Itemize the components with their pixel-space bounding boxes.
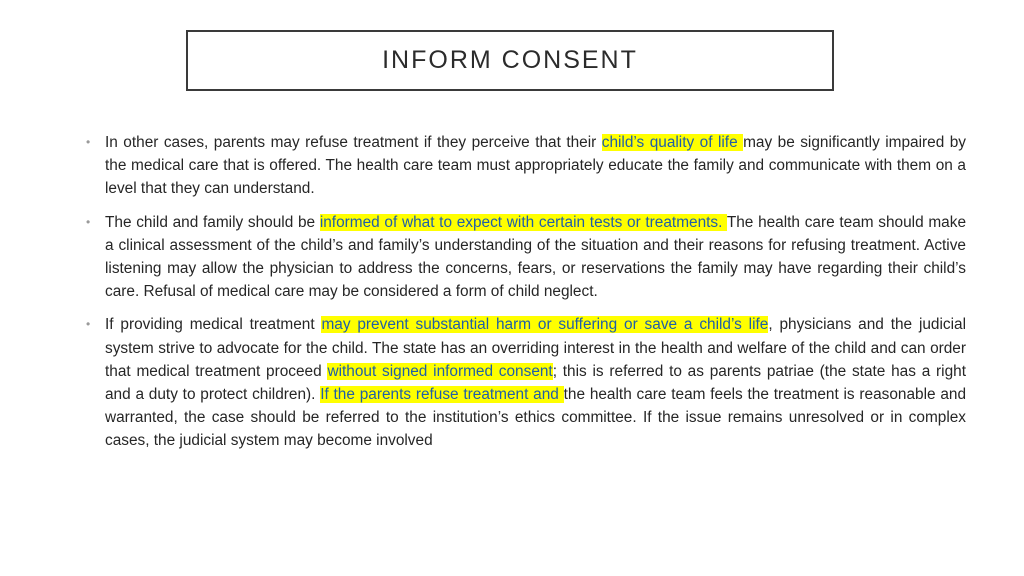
bullet-1-highlight-1: child’s quality of life [601, 134, 744, 151]
bullet-3-highlight-2: without signed informed consent [327, 362, 553, 380]
bullet-item-2 [86, 211, 966, 304]
bullet-1-text-1: In other cases, parents may refuse treatment if they perceive that their [105, 134, 602, 151]
bullet-marker-icon: • [86, 317, 91, 332]
bullet-3-text-3: ; this is referred to as parents patriae (the state has a right and a duty to protect children). [105, 362, 966, 404]
bullet-3-highlight-3: If the parents refuse treatment and [320, 386, 564, 404]
bullet-item-1 [86, 131, 966, 201]
bullet-2-text-1: The child and family should be [105, 213, 320, 231]
bullet-3-text-2: , physicians and the judicial system strive to advocate for the child. The state has an overriding interest in the health and welfare of the child and can order that medical treatment proceed [105, 316, 966, 380]
bullet-item-3 [86, 313, 966, 452]
bullet-1-text-2: may be significantly impaired by the medical care that is offered. The health care team must appropriately educate the family and communicate with them on a level that they can understand. [105, 134, 966, 198]
bullet-marker-icon: • [86, 214, 91, 229]
bullet-list [86, 131, 966, 463]
bullet-3-text-4: the health care team feels the treatment is reasonable and warranted, the case should be referred to the institution’s ethics committee. If the issue remains unresolved or in complex cases, the judicial system may become involved [105, 386, 967, 450]
bullet-3-highlight-1: may prevent substantial harm or suffering or save a child’s life [321, 316, 769, 334]
bullet-marker-icon: • [86, 135, 91, 149]
slide-title: INFORM CONSENT [382, 46, 638, 74]
bullet-3-text-1: If providing medical treatment [105, 316, 322, 334]
slide-title-box [186, 30, 834, 91]
bullet-2-text-2: The health care team should make a clinical assessment of the child’s and family’s understanding of the situation and their reasons for refusing treatment. Active listening may allow the physician to address the concerns, fears, or reservations the family may have regarding their child’s care. Refusal of medical care may be considered a form of child neglect. [105, 213, 966, 301]
bullet-2-highlight-1: informed of what to expect with certain tests or treatments. [319, 213, 727, 231]
